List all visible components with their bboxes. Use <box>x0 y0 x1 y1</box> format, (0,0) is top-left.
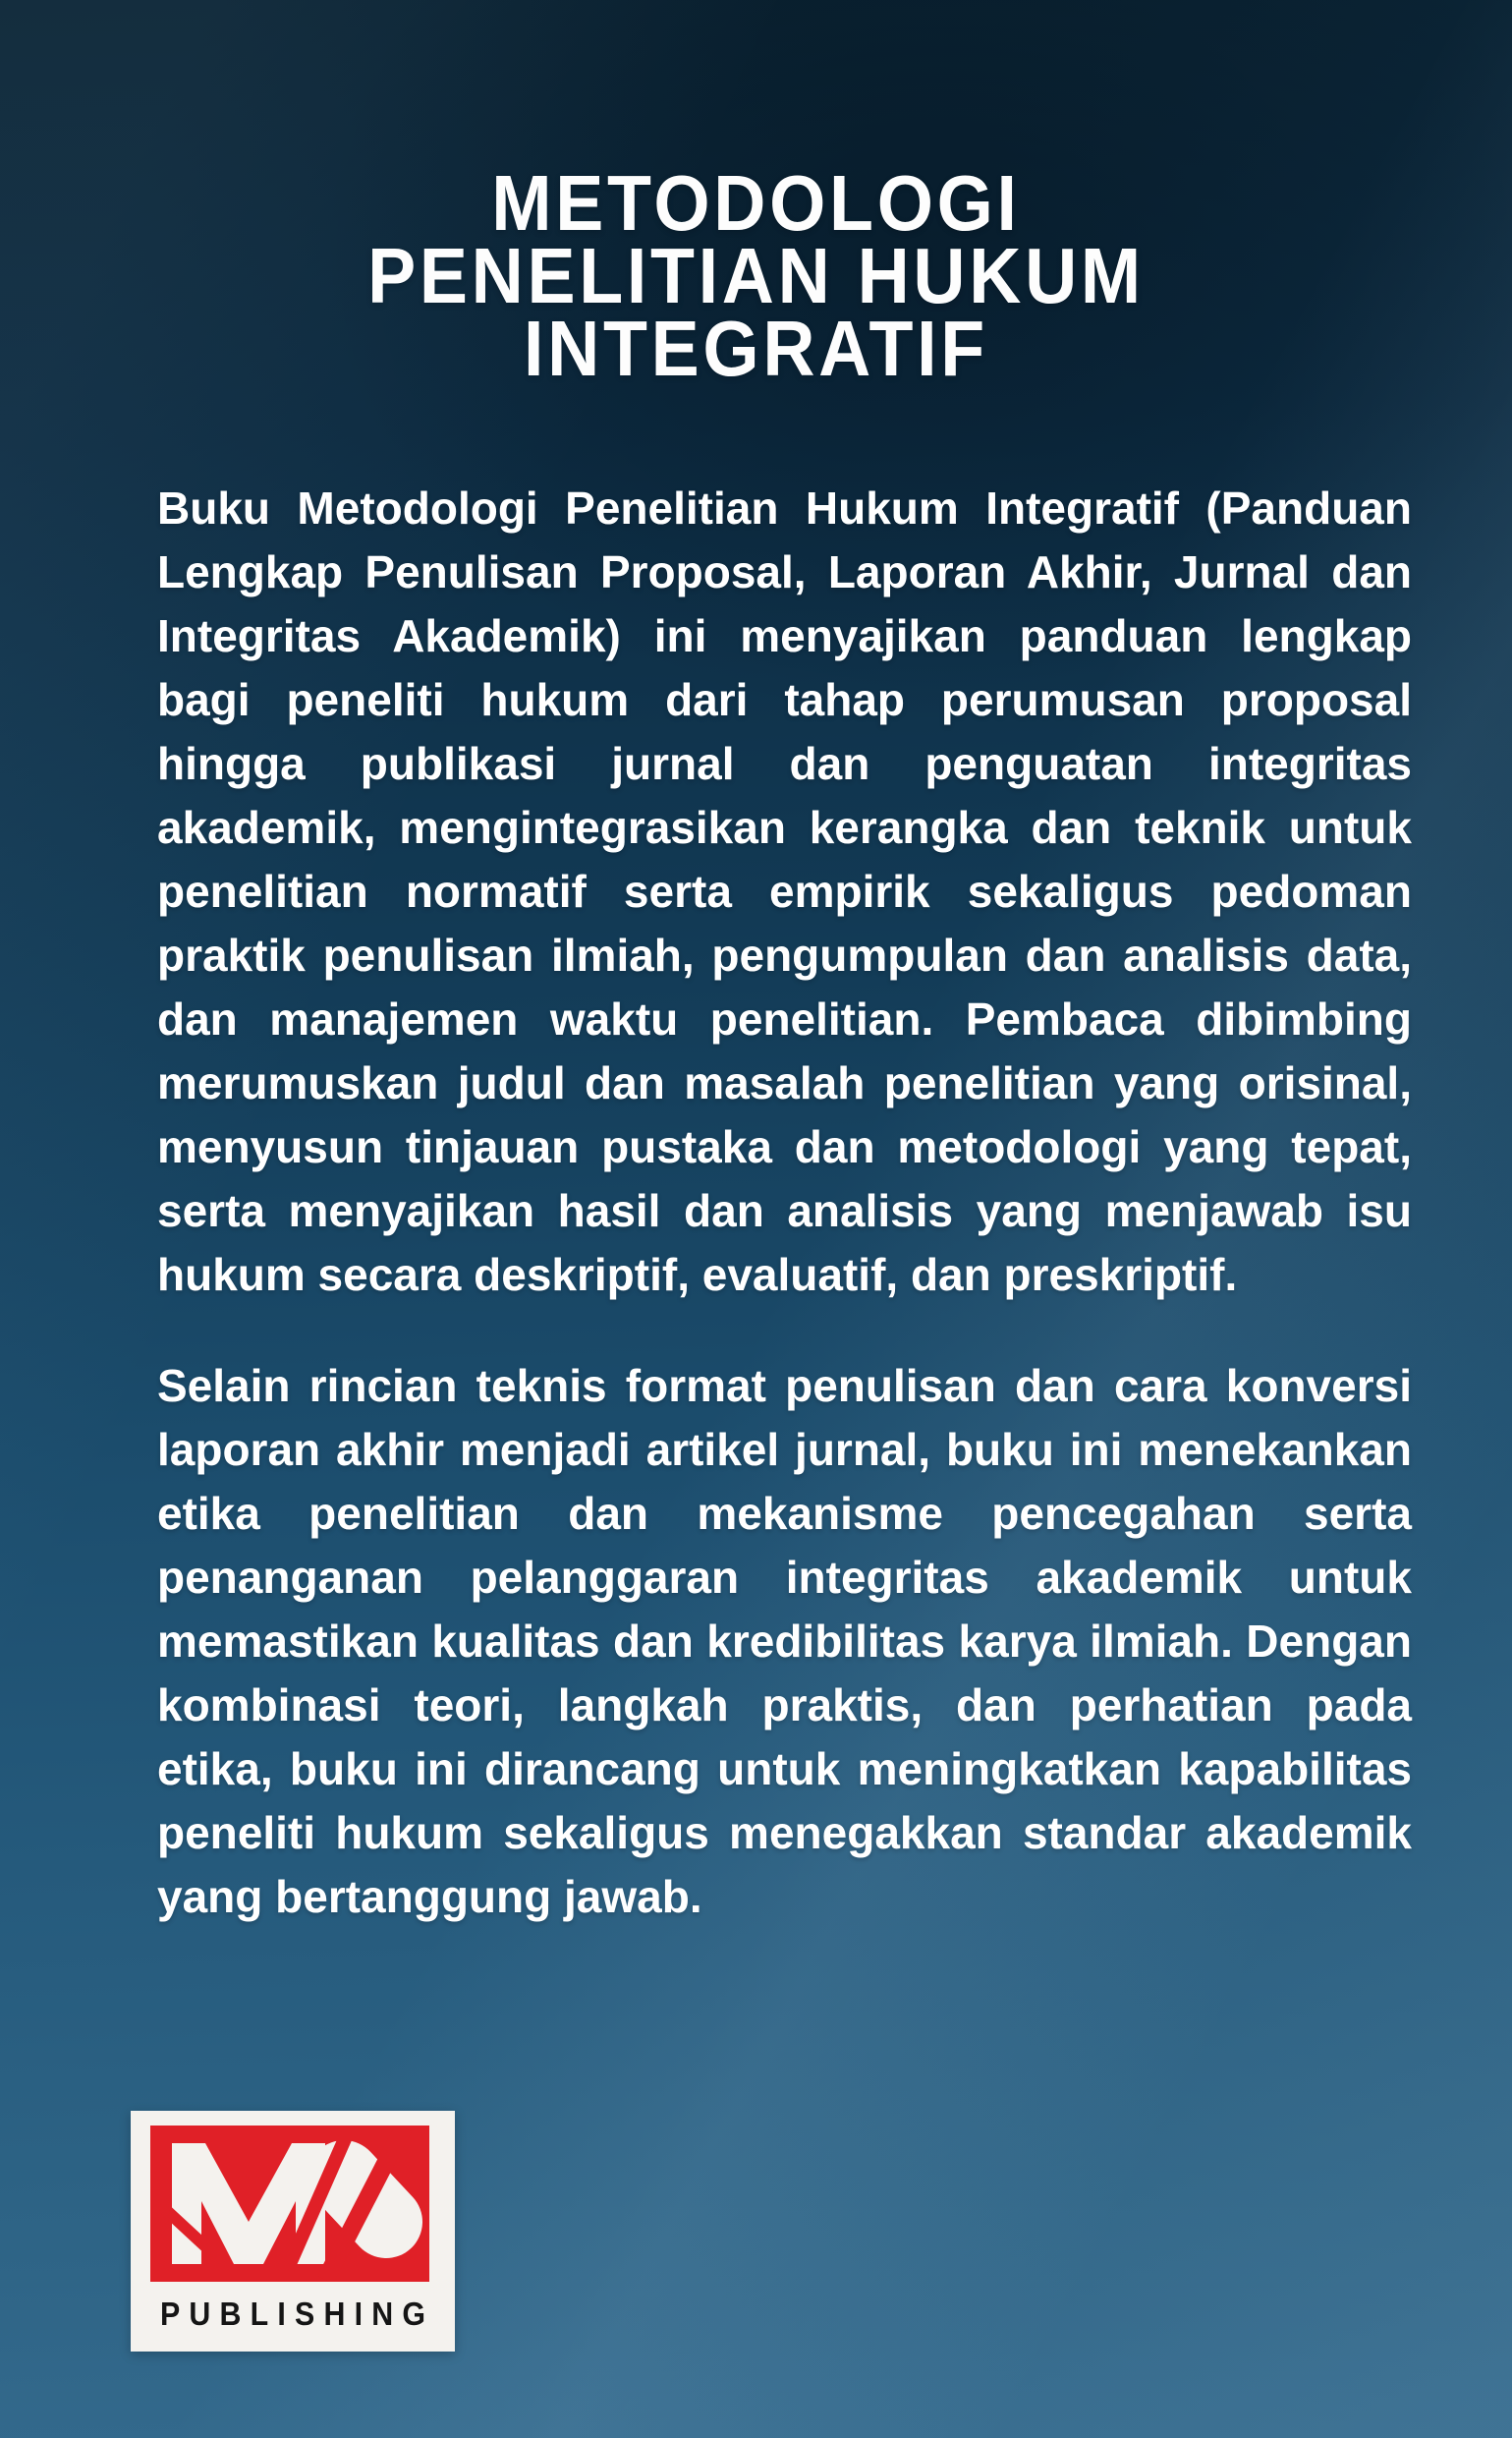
synopsis <box>157 477 1412 1929</box>
synopsis-paragraph-2: Selain rincian teknis format penulisan dan cara konversi laporan akhir menjadi artikel jurnal, buku ini menekankan etika penelitian dan mekanisme pencegahan serta penanganan pelanggaran integritas akademik untuk memastikan kualitas dan kredibilitas karya ilmiah. Dengan kombinasi teori, langkah praktis, dan perhatian pada etika, buku ini dirancang untuk meningkatkan kapabilitas peneliti hukum sekaligus menegakkan standar akademik yang bertanggung jawab. <box>157 1360 1412 1922</box>
book-title-line-3: INTEGRATIF <box>524 305 988 392</box>
synopsis-paragraph-1: Buku Metodologi Penelitian Hukum Integratif (Panduan Lengkap Penulisan Proposal, Laporan Akhir, Jurnal dan Integritas Akademik) ini menyajikan panduan lengkap bagi peneliti hukum dari tahap perumusan proposal hingga publikasi jurnal dan penguatan integritas akademik, mengintegrasikan kerangka dan teknik untuk penelitian normatif serta empirik sekaligus pedoman praktik penulisan ilmiah, pengumpulan dan analisis data, dan manajemen waktu penelitian. Pembaca dibimbing merumuskan judul dan masalah penelitian yang orisinal, menyusun tinjauan pustaka dan metodologi yang tepat, serta menyajikan hasil dan analisis yang menjawab isu hukum secara deskriptif, evaluatif, dan preskriptif. <box>157 482 1412 1300</box>
publisher-logo <box>131 2111 455 2352</box>
publisher-name: PUBLISHING <box>159 2296 435 2332</box>
book-title-line-1: METODOLOGI <box>491 159 1021 247</box>
ms-monogram-icon <box>150 2126 429 2282</box>
book-title-line-2: PENELITIAN HUKUM <box>367 232 1145 319</box>
book-title <box>61 159 1452 392</box>
